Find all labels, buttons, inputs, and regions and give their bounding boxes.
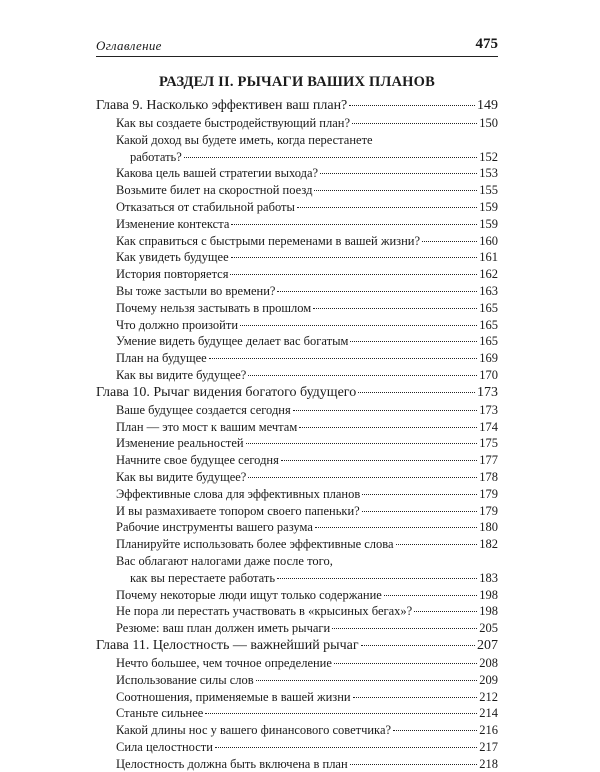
dot-leader: [277, 578, 477, 579]
toc-entry-title: Вас облагают налогами даже после того,: [116, 553, 333, 568]
toc-entry-title: как вы перестаете работать: [130, 570, 276, 585]
toc-entry-title: Планируйте использовать более эффективные слова: [116, 537, 394, 552]
toc-entry: [96, 419, 498, 436]
dot-leader: [248, 477, 477, 478]
toc-entry-title: План — это мост к вашим мечтам: [116, 419, 298, 434]
toc-entry-title: Резюме: ваш план должен иметь рычаги: [116, 621, 331, 636]
toc-entry-title: Нечто большее, чем точное определение: [116, 655, 332, 670]
dot-leader: [209, 358, 478, 359]
toc-entry-title: Изменение реальностей: [116, 436, 244, 451]
toc-entry-page: 173: [477, 384, 498, 400]
dot-leader: [248, 375, 477, 376]
toc-entry-title: Глава 9. Насколько эффективен ваш план?: [96, 98, 348, 113]
dot-leader: [362, 494, 477, 495]
toc-entry-page: 174: [479, 419, 498, 434]
toc-entry: [96, 350, 498, 367]
toc-entry-page: 177: [479, 453, 498, 468]
toc-entry-page: 150: [479, 116, 498, 130]
toc-entry-page: 198: [479, 604, 498, 619]
toc-entry-page: 179: [479, 486, 498, 501]
toc-entry: [96, 435, 498, 452]
toc-entry-page: 169: [479, 351, 498, 366]
dot-leader: [205, 713, 477, 714]
toc-entry-title: Отказаться от стабильной работы: [116, 199, 295, 214]
toc-entry: [96, 672, 498, 689]
toc-entry-title: Изменение контекста: [116, 216, 230, 231]
toc-entry: [96, 452, 498, 469]
dot-leader: [184, 157, 477, 158]
toc-entry: [96, 300, 498, 317]
dot-leader: [313, 308, 477, 309]
toc-entry-page: 180: [479, 520, 498, 535]
toc-entry-title: Как вы видите будущее?: [116, 469, 247, 484]
toc-entry-title: работать?: [130, 149, 182, 164]
toc-entry: [96, 317, 498, 334]
dot-leader: [277, 291, 477, 292]
toc-entry-title: Какой длины нос у вашего финансового советчика?: [116, 723, 392, 738]
table-of-contents: [96, 97, 498, 772]
toc-entry: [96, 570, 498, 587]
toc-entry-title: Целостность должна быть включена в план: [116, 756, 348, 771]
dot-leader: [240, 325, 477, 326]
toc-entry: [96, 620, 498, 637]
section-title: РАЗДЕЛ II. РЫЧАГИ ВАШИХ ПЛАНОВ: [159, 74, 435, 90]
toc-entry: [96, 739, 498, 756]
toc-entry-page: 216: [479, 723, 498, 738]
toc-entry-title: Станьте сильнее: [116, 706, 204, 721]
running-header: [96, 38, 498, 57]
toc-entry-page: 175: [479, 436, 498, 451]
toc-entry-title: Какова цель вашей стратегии выхода?: [116, 166, 319, 181]
toc-entry-page: 159: [479, 216, 498, 231]
dot-leader: [293, 410, 478, 411]
toc-entry-title: Ваше будущее создается сегодня: [116, 402, 291, 417]
toc-entry-title: Соотношения, применяемые в вашей жизни: [116, 689, 351, 704]
dot-leader: [361, 645, 475, 646]
toc-entry: [96, 402, 498, 419]
dot-leader: [352, 123, 477, 124]
dot-leader: [334, 663, 477, 664]
dot-leader: [256, 680, 478, 681]
toc-entry: [96, 165, 498, 182]
toc-entry-page: 152: [479, 149, 498, 164]
dot-leader: [230, 274, 477, 275]
toc-entry-title: Умение видеть будущее делает вас богатым: [116, 334, 349, 349]
toc-chapter-entry: [96, 637, 498, 655]
dot-leader: [358, 392, 475, 393]
toc-entry: [96, 149, 498, 166]
toc-entry: [96, 233, 498, 250]
toc-entry-title: Возьмите билет на скоростной поезд: [116, 183, 313, 198]
dot-leader: [393, 730, 477, 731]
toc-entry-page: 165: [479, 317, 498, 332]
page-number: 475: [475, 36, 498, 52]
toc-entry-page: 159: [479, 199, 498, 214]
toc-entry: [96, 587, 498, 604]
toc-entry: [96, 519, 498, 536]
running-header-title: Оглавление: [96, 38, 162, 53]
dot-leader: [246, 443, 478, 444]
toc-entry-page: 207: [477, 637, 498, 653]
toc-entry-page: 173: [479, 402, 498, 417]
toc-entry: [96, 689, 498, 706]
toc-entry-title: Как вы создаете быстродействующий план?: [116, 116, 351, 130]
toc-entry: [96, 199, 498, 216]
dot-leader: [350, 341, 477, 342]
toc-entry: [96, 115, 498, 132]
dot-leader: [414, 611, 477, 612]
toc-entry-page: 178: [479, 469, 498, 484]
toc-chapter-entry: [96, 97, 498, 115]
toc-entry-page: 214: [479, 706, 498, 721]
toc-entry-title: Почему нельзя застывать в прошлом: [116, 300, 312, 315]
toc-entry: [96, 216, 498, 233]
dot-leader: [350, 764, 478, 765]
toc-entry-title: Вы тоже застыли во времени?: [116, 283, 276, 298]
toc-entry-page: 183: [479, 570, 498, 585]
dot-leader: [332, 628, 477, 629]
dot-leader: [215, 747, 477, 748]
toc-entry-page: 155: [479, 183, 498, 198]
dot-leader: [315, 527, 477, 528]
toc-entry-title: Глава 11. Целостность — важнейший рычаг: [96, 637, 359, 653]
toc-entry-title: План на будущее: [116, 351, 207, 366]
toc-entry: [96, 486, 498, 503]
dot-leader: [362, 511, 478, 512]
toc-entry: [96, 553, 498, 570]
toc-entry: [96, 503, 498, 520]
dot-leader: [297, 207, 477, 208]
toc-chapter-entry: [96, 384, 498, 402]
toc-entry-title: Начните свое будущее сегодня: [116, 453, 279, 468]
toc-entry-title: Использование силы слов: [116, 672, 254, 687]
toc-entry: [96, 249, 498, 266]
toc-entry-title: Не пора ли перестать участвовать в «крысиных бегах»?: [116, 604, 413, 619]
toc-entry: [96, 333, 498, 350]
toc-entry-page: 161: [479, 250, 498, 265]
toc-entry: [96, 655, 498, 672]
dot-leader: [320, 173, 477, 174]
toc-entry-page: 149: [477, 98, 498, 113]
toc-entry-title: Как справиться с быстрыми переменами в вашей жизни?: [116, 233, 421, 248]
toc-entry-title: Какой доход вы будете иметь, когда перестанете: [116, 132, 373, 147]
toc-entry: [96, 705, 498, 722]
toc-entry: [96, 266, 498, 283]
dot-leader: [396, 544, 478, 545]
toc-entry-page: 212: [479, 689, 498, 704]
toc-entry: [96, 756, 498, 772]
toc-entry-title: Эффективные слова для эффективных планов: [116, 486, 361, 501]
toc-entry-page: 217: [479, 739, 498, 754]
toc-entry-page: 162: [479, 267, 498, 282]
toc-entry: [96, 469, 498, 486]
toc-entry: [96, 722, 498, 739]
toc-entry-page: 165: [479, 334, 498, 349]
toc-entry-title: Рабочие инструменты вашего разума: [116, 520, 313, 535]
toc-entry-page: 182: [479, 537, 498, 552]
toc-entry-title: И вы размахиваете топором своего папеньки?: [116, 503, 360, 518]
toc-entry: [96, 603, 498, 620]
toc-entry-page: 179: [479, 503, 498, 518]
toc-entry: [96, 536, 498, 553]
dot-leader: [281, 460, 477, 461]
toc-entry-page: 205: [479, 621, 498, 636]
toc-entry-page: 198: [479, 587, 498, 602]
dot-leader: [349, 105, 475, 106]
dot-leader: [422, 241, 477, 242]
dot-leader: [353, 697, 478, 698]
dot-leader: [384, 595, 477, 596]
toc-entry-title: Глава 10. Рычаг видения богатого будущего: [96, 384, 357, 400]
toc-entry-title: Сила целостности: [116, 739, 213, 754]
toc-entry-page: 209: [479, 672, 498, 687]
toc-entry-page: 165: [479, 300, 498, 315]
toc-entry-title: Что должно произойти: [116, 317, 239, 332]
dot-leader: [299, 427, 477, 428]
toc-entry-title: Как увидеть будущее: [116, 250, 229, 265]
toc-entry: [96, 283, 498, 300]
toc-entry-title: Почему некоторые люди ищут только содержание: [116, 587, 382, 602]
dot-leader: [231, 257, 478, 258]
toc-entry-page: 153: [479, 166, 498, 181]
toc-entry-page: 170: [479, 367, 498, 382]
toc-entry-page: 218: [479, 756, 498, 771]
dot-leader: [314, 190, 477, 191]
toc-entry-page: 163: [479, 283, 498, 298]
toc-entry-page: 208: [479, 655, 498, 670]
toc-entry: [96, 367, 498, 384]
toc-entry: [96, 182, 498, 199]
toc-entry-page: 160: [479, 233, 498, 248]
toc-entry: [96, 132, 498, 149]
toc-entry-title: Как вы видите будущее?: [116, 367, 247, 382]
dot-leader: [231, 224, 477, 225]
toc-entry-title: История повторяется: [116, 267, 229, 282]
